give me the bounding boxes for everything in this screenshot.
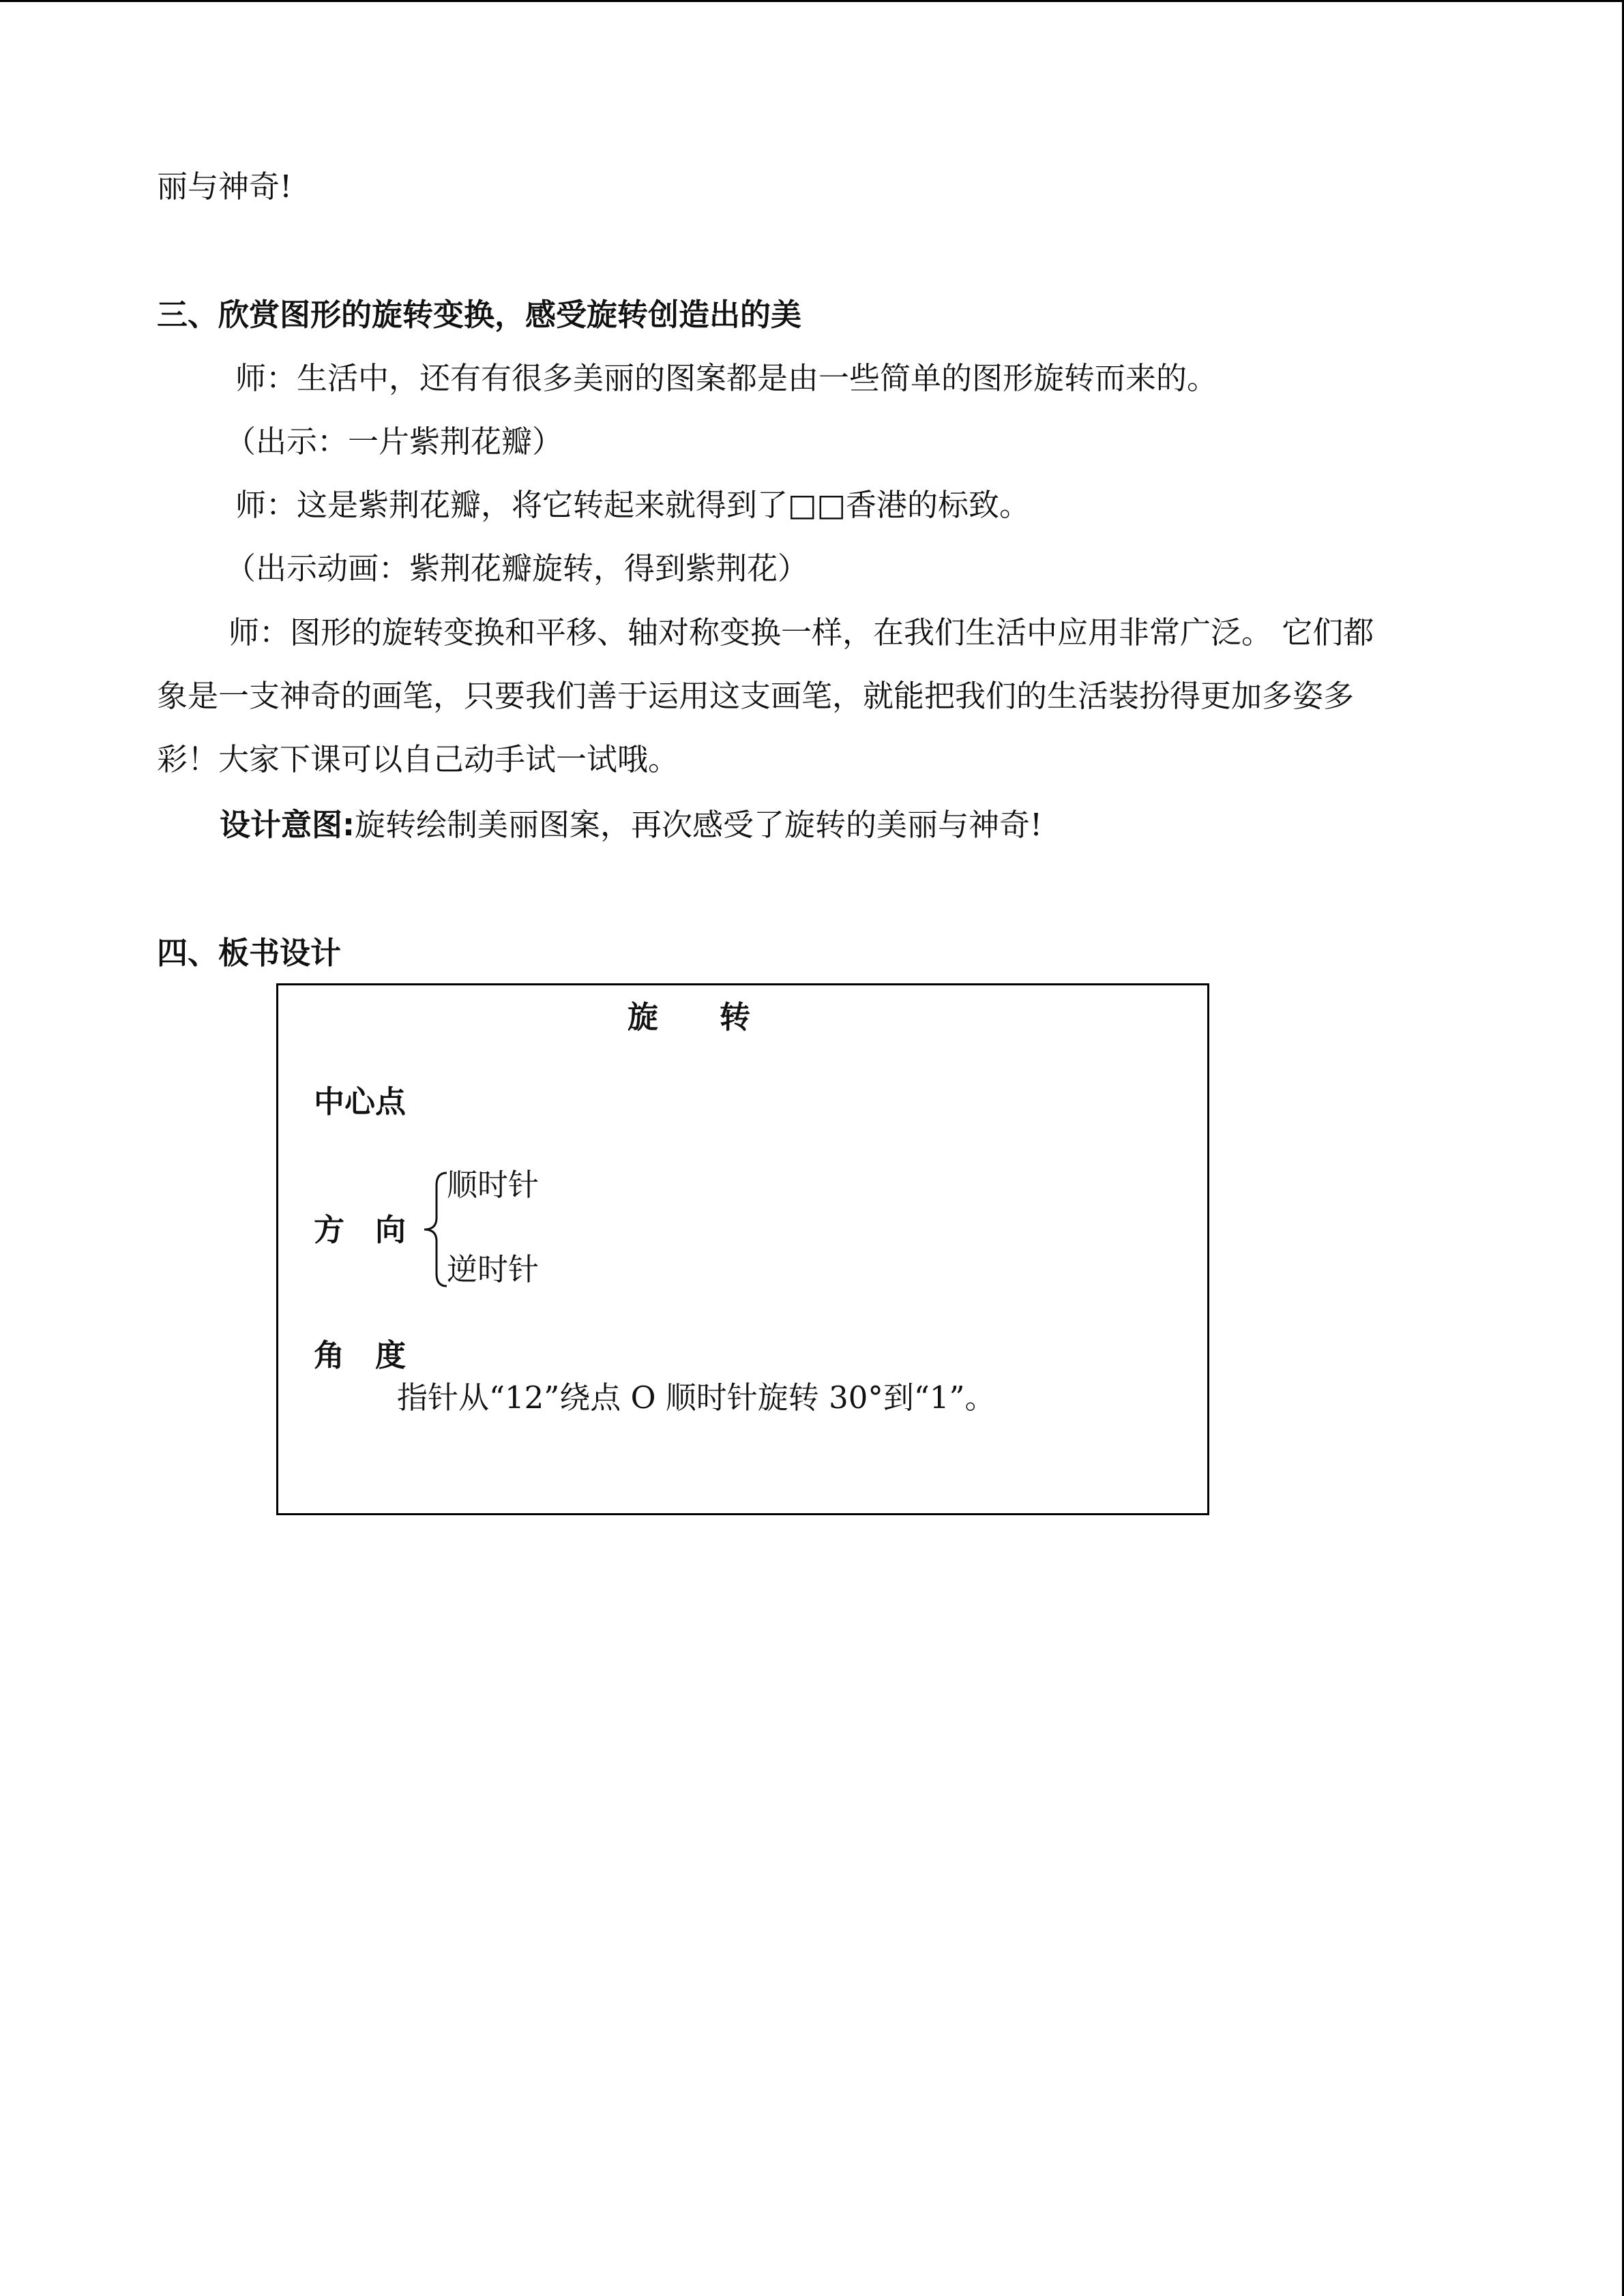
design-intent-label: 设计意图:	[220, 807, 355, 843]
board-clockwise: 顺时针	[447, 1167, 540, 1203]
design-intent-text: 旋转绘制美丽图案，再次感受了旋转的美丽与神奇!	[355, 807, 1043, 843]
paragraph: 师：这是紫荆花瓣，将它转起来就得到了□□香港的标致。	[235, 487, 1031, 523]
board-angle-example: 指针从“12”绕点 O 顺时针旋转 30°到“1”。	[397, 1380, 996, 1416]
paragraph: 师：图形的旋转变换和平移、轴对称变换一样，在我们生活中应用非常广泛。 它们都	[228, 614, 1374, 651]
board-direction: 方 向	[314, 1212, 407, 1248]
paragraph: 象是一支神奇的画笔，只要我们善于运用这支画笔，就能把我们的生活装扮得更加多姿多	[157, 678, 1355, 714]
board-center-point: 中心点	[314, 1084, 407, 1120]
curly-brace-icon	[416, 1172, 450, 1287]
carry-over-text: 丽与神奇!	[157, 168, 293, 205]
section-4-title: 四、板书设计	[157, 935, 342, 971]
page-top-border	[0, 0, 1624, 2]
paragraph: （出示：一片紫荆花瓣）	[225, 423, 563, 460]
paragraph: （出示动画：紫荆花瓣旋转，得到紫荆花）	[225, 550, 809, 586]
board-counterclockwise: 逆时针	[447, 1251, 540, 1287]
board-title: 旋 转	[628, 999, 751, 1035]
design-intent	[220, 805, 1042, 846]
paragraph: 师：生活中，还有有很多美丽的图案都是由一些简单的图形旋转而来的。	[235, 360, 1218, 396]
board-angle: 角 度	[314, 1337, 407, 1373]
paragraph: 彩！大家下课可以自己动手试一试哦。	[157, 741, 679, 777]
section-3-title: 三、欣赏图形的旋转变换，感受旋转创造出的美	[157, 297, 802, 333]
